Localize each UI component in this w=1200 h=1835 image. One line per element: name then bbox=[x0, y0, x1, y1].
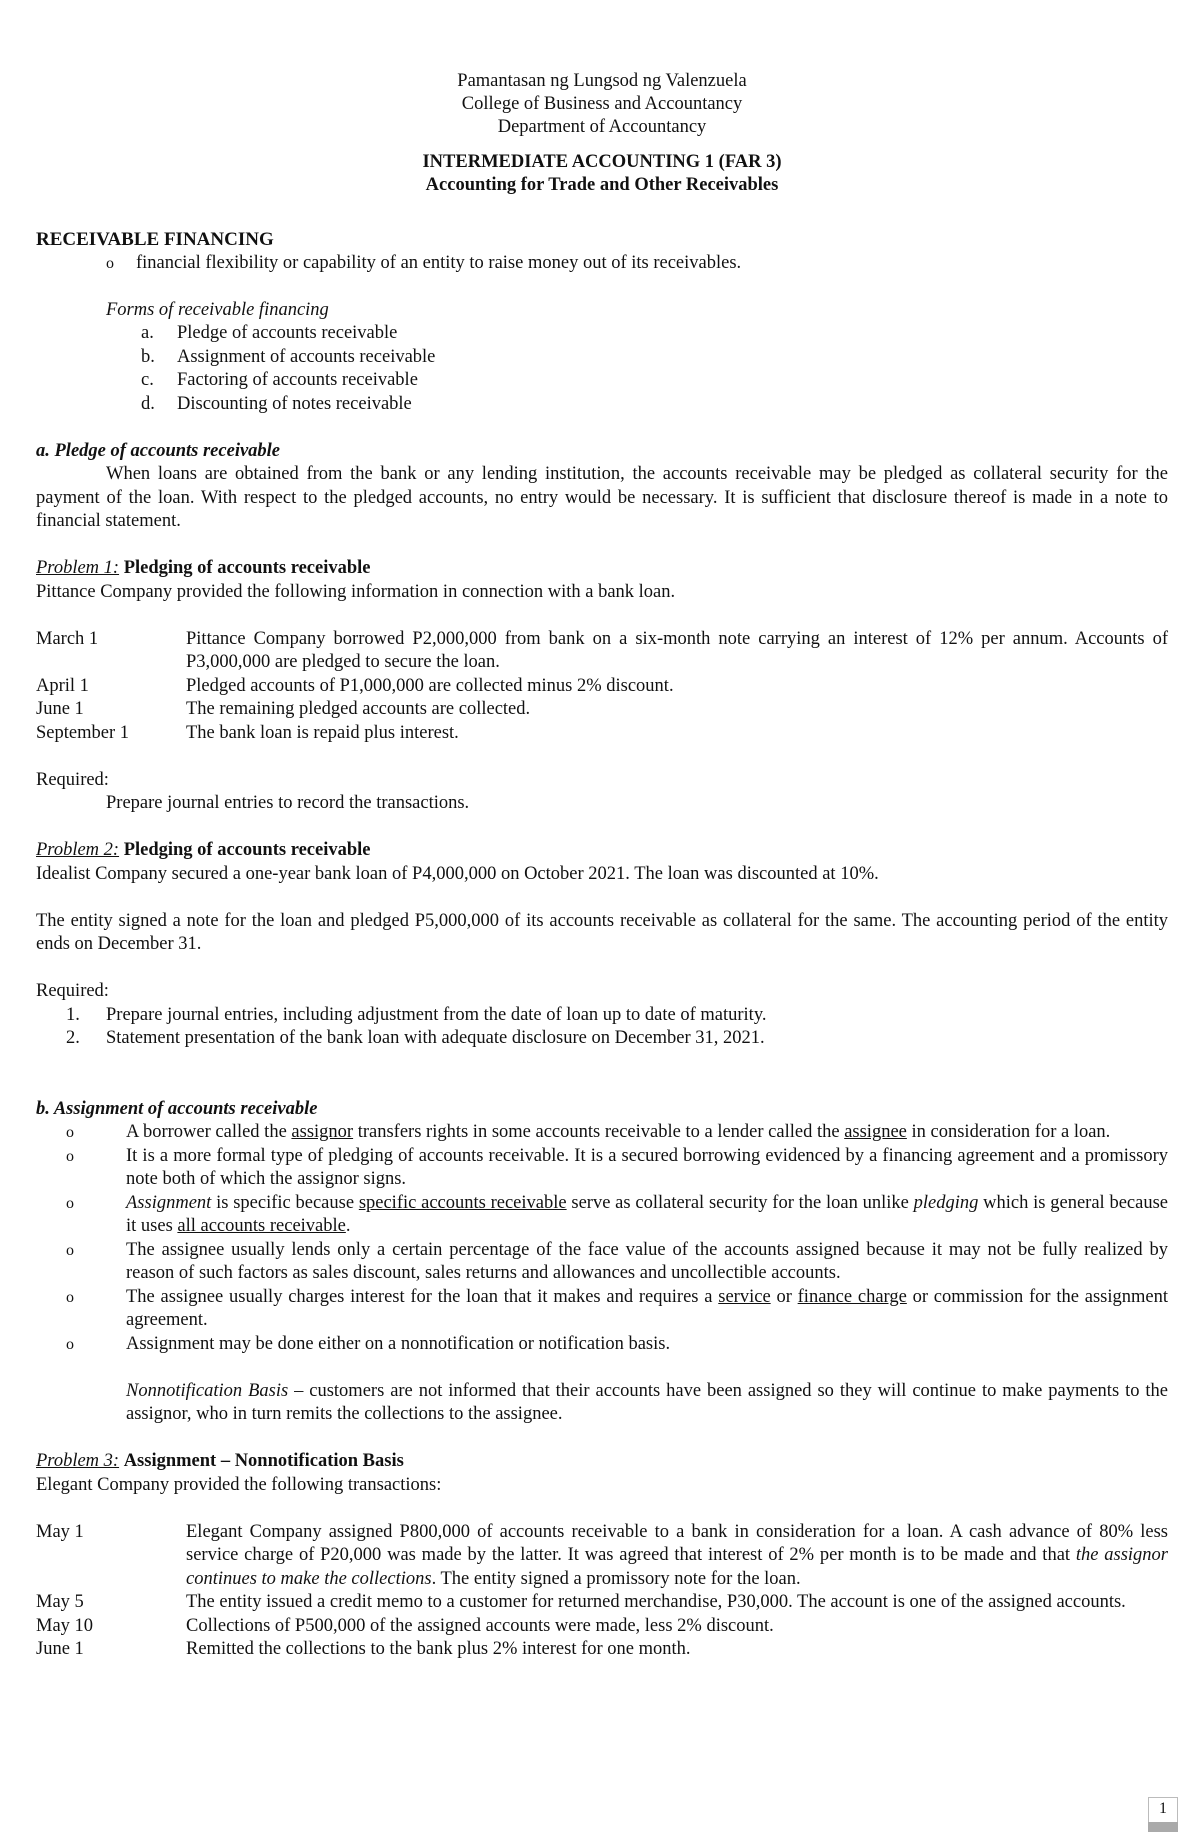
list-item: o The assignee usually charges interest for the loan that it makes and requires a service or finance charge or commission for the assignment agreement. bbox=[66, 1286, 1168, 1330]
problem-1-transactions bbox=[36, 628, 1168, 746]
problem-3-intro: Elegant Company provided the following transactions: bbox=[36, 1474, 442, 1495]
table-row: March 1 Pittance Company borrowed P2,000,000 from bank on a six-month note carrying an interest of 12% per annum. Accounts of P3,000,000 are pledged to secure the loan. bbox=[36, 628, 1168, 672]
document-page bbox=[36, 70, 1168, 1662]
pledge-heading: a. Pledge of accounts receivable bbox=[36, 440, 281, 461]
list-item: a. Pledge of accounts receivable bbox=[141, 323, 398, 343]
course-title: INTERMEDIATE ACCOUNTING 1 (FAR 3) bbox=[422, 152, 782, 172]
institution-header bbox=[36, 70, 1168, 139]
receivable-financing-heading: RECEIVABLE FINANCING bbox=[36, 229, 274, 250]
bullet-icon: o bbox=[66, 1335, 74, 1353]
bullet-icon: o bbox=[66, 1241, 74, 1259]
table-row: June 1 The remaining pledged accounts are collected. bbox=[36, 699, 531, 719]
assignment-heading: b. Assignment of accounts receivable bbox=[36, 1098, 318, 1119]
problem-2-required-label: Required: bbox=[36, 981, 109, 1001]
course-header bbox=[36, 151, 1168, 197]
list-item: o The assignee usually lends only a certain percentage of the face value of the accounts assigned because it may not be fully realized by reason of such factors as sales discount, sales returns and allowances and uncollectible accounts. bbox=[66, 1239, 1168, 1283]
list-item: 1. Prepare journal entries, including adjustment from the date of loan up to date of maturity. bbox=[66, 1004, 767, 1025]
nonnotification-definition: Nonnotification Basis – customers are not informed that their accounts have been assigned so they will continue to make payments to the assignor, who in turn remits the collections to the assignee. bbox=[126, 1380, 1168, 1424]
problem-1-required-text: Prepare journal entries to record the transactions. bbox=[106, 793, 470, 813]
topic-title: Accounting for Trade and Other Receivables bbox=[425, 175, 779, 195]
table-row: June 1 Remitted the collections to the bank plus 2% interest for one month. bbox=[36, 1639, 691, 1659]
bullet-icon: o bbox=[66, 1194, 74, 1212]
bullet-icon: o bbox=[66, 1147, 74, 1165]
bullet-icon: o bbox=[66, 1288, 74, 1306]
list-item: d. Discounting of notes receivable bbox=[141, 393, 412, 414]
bullet-icon: o bbox=[66, 1124, 74, 1141]
forms-title: Forms of receivable financing bbox=[106, 299, 329, 320]
table-row: September 1 The bank loan is repaid plus interest. bbox=[36, 722, 459, 743]
list-item: c. Factoring of accounts receivable bbox=[141, 370, 418, 390]
university-name: Pamantasan ng Lungsod ng Valenzuela bbox=[457, 71, 747, 91]
problem-2-line1: Idealist Company secured a one-year bank loan of P4,000,000 on October 2021. The loan was discounted at 10%. bbox=[36, 863, 879, 884]
bullet-icon: o bbox=[106, 254, 114, 272]
problem-2-title: Problem 2: Pledging of accounts receivable bbox=[36, 840, 371, 860]
problem-2-line2: The entity signed a note for the loan and pledged P5,000,000 of its accounts receivable as collateral for the same. The accounting period of the entity ends on December 31. bbox=[36, 910, 1168, 954]
problem-2-required-list bbox=[66, 1004, 1168, 1051]
problem-1-title: Problem 1: Pledging of accounts receivable bbox=[36, 558, 371, 578]
forms-list bbox=[141, 322, 1168, 416]
rf-bullet-text: financial flexibility or capability of an entity to raise money out of its receivables. bbox=[136, 252, 742, 273]
list-item: o Assignment may be done either on a nonnotification or notification basis. bbox=[66, 1333, 1168, 1357]
problem-3-title: Problem 3: Assignment – Nonnotification Basis bbox=[36, 1451, 404, 1471]
list-item: o A borrower called the assignor transfers rights in some accounts receivable to a lender called the assignee in consideration for a loan. bbox=[66, 1121, 1168, 1145]
problem-1-intro: Pittance Company provided the following information in connection with a bank loan. bbox=[36, 581, 676, 602]
department-name: Department of Accountancy bbox=[497, 117, 707, 137]
table-row: May 1 Elegant Company assigned P800,000 of accounts receivable to a bank in consideration for a loan. A cash advance of 80% less service charge of P20,000 was made by the latter. It was agreed that interest of 2% per month is to be made and that the assignor continues to make the collections. The entity signed a promissory note for the loan. bbox=[36, 1521, 1168, 1589]
problem-1-required-label: Required: bbox=[36, 769, 109, 790]
problem-3-transactions bbox=[36, 1521, 1168, 1662]
list-item: b. Assignment of accounts receivable bbox=[141, 346, 436, 367]
table-row: April 1 Pledged accounts of P1,000,000 are collected minus 2% discount. bbox=[36, 675, 674, 696]
list-item: o It is a more formal type of pledging of accounts receivable. It is a secured borrowing evidenced by a financing agreement and a promissory note both of which the assignor signs. bbox=[66, 1145, 1168, 1189]
assignment-bullets bbox=[66, 1121, 1168, 1427]
page-number-bar bbox=[1148, 1822, 1178, 1832]
table-row: May 10 Collections of P500,000 of the assigned accounts were made, less 2% discount. bbox=[36, 1615, 774, 1636]
page-number: 1 bbox=[1148, 1797, 1178, 1823]
list-item: 2. Statement presentation of the bank loan with adequate disclosure on December 31, 2021. bbox=[66, 1028, 765, 1048]
list-item: o Assignment is specific because specific accounts receivable serve as collateral security for the loan unlike pledging which is general because it uses all accounts receivable. bbox=[66, 1192, 1169, 1236]
college-name: College of Business and Accountancy bbox=[461, 94, 743, 114]
rf-bullet bbox=[106, 252, 1168, 276]
pledge-paragraph: When loans are obtained from the bank or any lending institution, the accounts receivable may be pledged as collateral security for the payment of the loan. With respect to the pledged accounts, no entry would be necessary. It is sufficient that disclosure thereof is made in a note to financial statement. bbox=[36, 464, 1168, 531]
table-row: May 5 The entity issued a credit memo to a customer for returned merchandise, P30,000. The account is one of the assigned accounts. bbox=[36, 1592, 1126, 1612]
